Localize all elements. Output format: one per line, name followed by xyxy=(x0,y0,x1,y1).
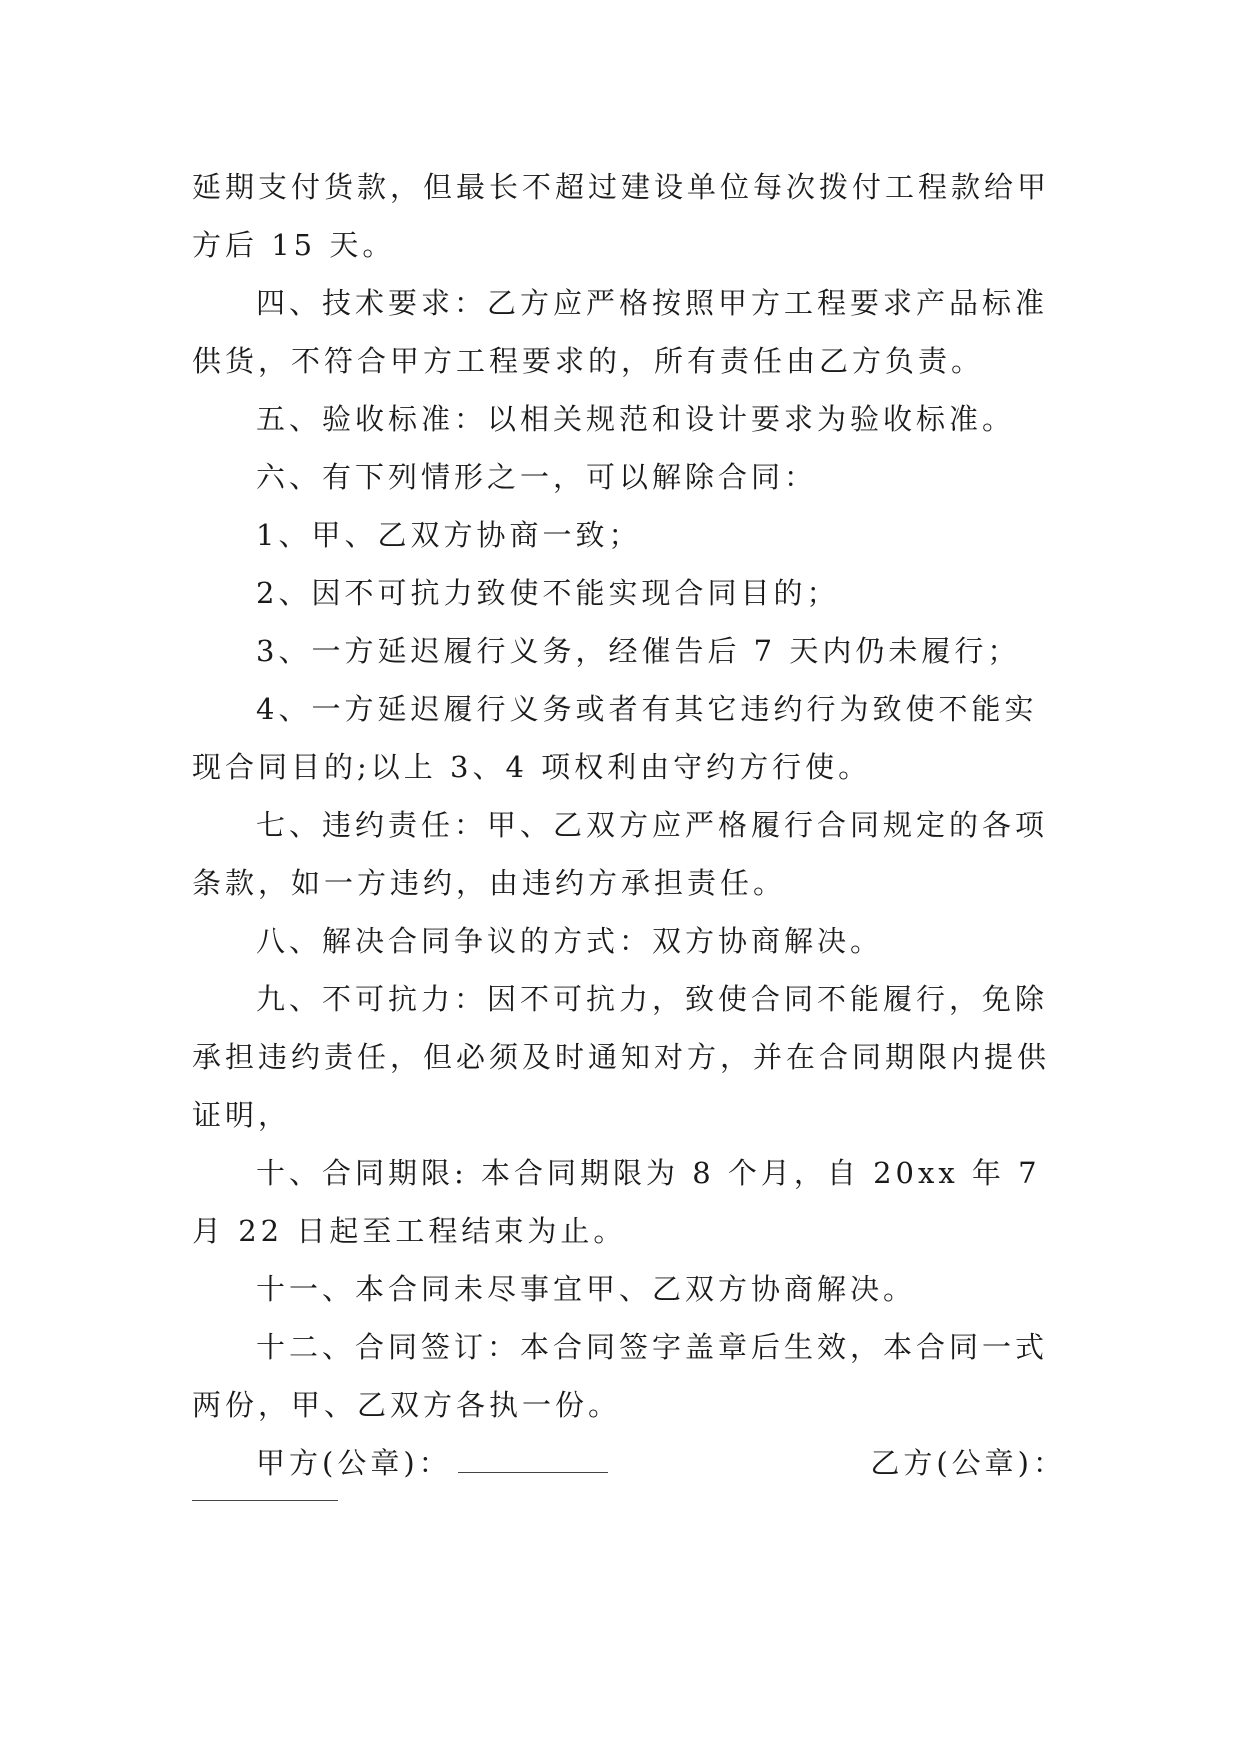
contract-paragraph: 十、合同期限: 本合同期限为 8 个月，自 20xx 年 7 月 22 日起至工程结束为止。 xyxy=(192,1156,1054,1248)
contract-paragraph: 1、甲、乙双方协商一致； xyxy=(256,518,642,552)
contract-paragraph: 四、技术要求：乙方应严格按照甲方工程要求产品标准供货，不符合甲方工程要求的，所有责任由乙方负责。 xyxy=(192,286,1049,378)
contract-paragraph: 六、有下列情形之一，可以解除合同： xyxy=(256,460,818,494)
contract-paragraph: 十一、本合同未尽事宜甲、乙双方协商解决。 xyxy=(256,1272,917,1306)
signature-row xyxy=(192,1434,1066,1492)
contract-paragraph: 4、一方延迟履行义务或者有其它违约行为致使不能实现合同目的;以上 3、4 项权利由守约方行使。 xyxy=(192,692,1038,784)
party-a-signature xyxy=(256,1434,608,1492)
party-b-signature-line xyxy=(192,1500,338,1501)
party-b-label: 乙方(公章)： xyxy=(870,1446,1066,1480)
contract-body xyxy=(192,158,1066,1492)
contract-paragraph: 3、一方延迟履行义务，经催告后 7 天内仍未履行； xyxy=(256,634,1021,668)
party-a-label: 甲方(公章)： xyxy=(256,1446,452,1480)
contract-paragraph: 十二、合同签订：本合同签字盖章后生效，本合同一式两份，甲、乙双方各执一份。 xyxy=(192,1330,1049,1422)
contract-paragraph: 五、验收标准：以相关规范和设计要求为验收标准。 xyxy=(256,402,1016,436)
party-a-signature-line xyxy=(458,1450,608,1473)
contract-paragraph: 2、因不可抗力致使不能实现合同目的； xyxy=(256,576,840,610)
contract-paragraph: 七、违约责任：甲、乙双方应严格履行合同规定的各项条款，如一方违约，由违约方承担责任。 xyxy=(192,808,1049,900)
contract-paragraph: 八、解决合同争议的方式：双方协商解决。 xyxy=(256,924,884,958)
contract-paragraph: 九、不可抗力：因不可抗力，致使合同不能履行，免除承担违约责任，但必须及时通知对方，并在合同期限内提供证明， xyxy=(192,982,1051,1132)
contract-paragraph: 延期支付货款，但最长不超过建设单位每次拨付工程款给甲方后 15 天。 xyxy=(192,170,1051,262)
